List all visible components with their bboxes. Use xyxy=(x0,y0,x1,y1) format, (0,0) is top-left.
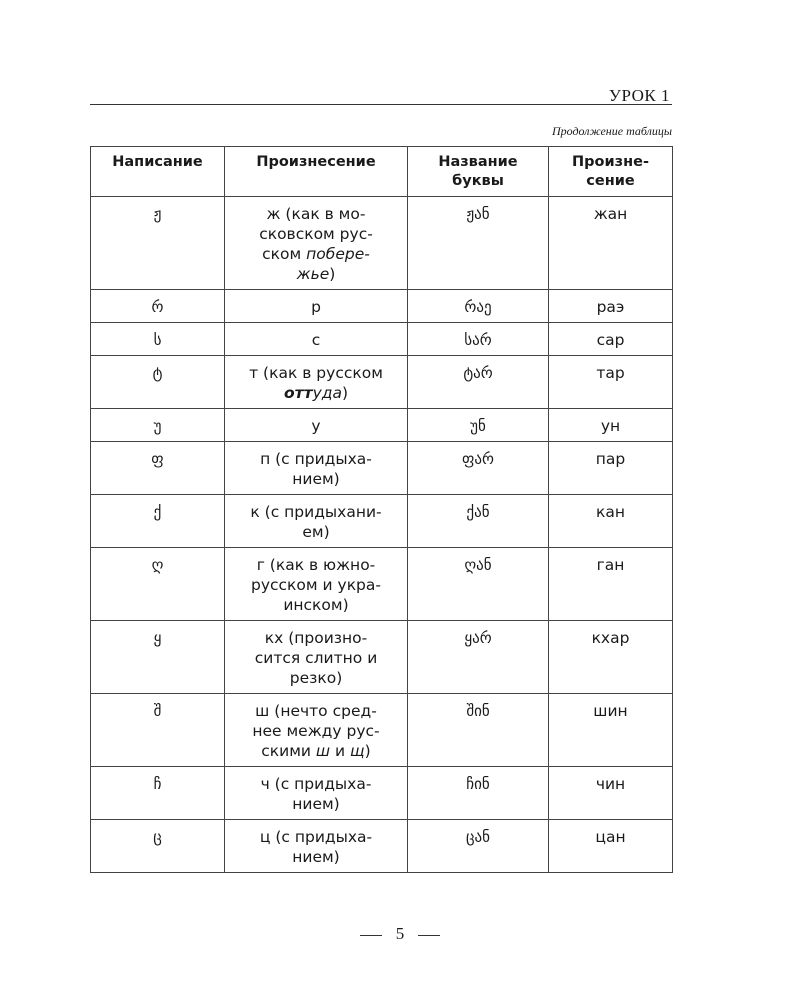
letter-cell: ქ xyxy=(91,495,225,548)
table-row xyxy=(91,548,673,621)
pronunciation-cell: ж (как в мо- сковском рус- ском побере- жье) xyxy=(225,197,408,290)
letter-name-cell: უნ xyxy=(408,409,549,442)
table-row xyxy=(91,290,673,323)
pronunciation-cell: р xyxy=(225,290,408,323)
pronunciation-cell: т (как в русском оттуда) xyxy=(225,356,408,409)
letter-cell: ტ xyxy=(91,356,225,409)
letter-name-cell: სარ xyxy=(408,323,549,356)
letter-name-cell: ფარ xyxy=(408,442,549,495)
table-row xyxy=(91,621,673,694)
pronunciation-cell: ц (с придыха- нием) xyxy=(225,820,408,873)
letter-cell: ჟ xyxy=(91,197,225,290)
letter-cell: შ xyxy=(91,694,225,767)
pronunciation-cell: г (как в южно- русском и укра- инском) xyxy=(225,548,408,621)
name-pronunciation-cell: пар xyxy=(549,442,673,495)
header-rule xyxy=(90,104,672,105)
page-footer xyxy=(0,924,800,944)
letter-cell: რ xyxy=(91,290,225,323)
name-pronunciation-cell: кан xyxy=(549,495,673,548)
table-row xyxy=(91,323,673,356)
name-pronunciation-cell: жан xyxy=(549,197,673,290)
table-row xyxy=(91,197,673,290)
col-header-letter-name: Название буквы xyxy=(408,147,549,197)
letter-cell: ც xyxy=(91,820,225,873)
col-header-pronunciation: Произнесение xyxy=(225,147,408,197)
col-header-name-pronunciation: Произне- сение xyxy=(549,147,673,197)
letter-name-cell: ქან xyxy=(408,495,549,548)
name-pronunciation-cell: раэ xyxy=(549,290,673,323)
pronunciation-cell: с xyxy=(225,323,408,356)
footer-dash-right xyxy=(418,935,440,936)
letter-cell: ღ xyxy=(91,548,225,621)
letter-name-cell: ჟან xyxy=(408,197,549,290)
letter-name-cell: ჩინ xyxy=(408,767,549,820)
letter-cell: ს xyxy=(91,323,225,356)
pronunciation-cell: п (с придыха- нием) xyxy=(225,442,408,495)
table-row xyxy=(91,767,673,820)
georgian-alphabet-table xyxy=(90,146,673,873)
pronunciation-cell: к (с придыхани- ем) xyxy=(225,495,408,548)
table-row xyxy=(91,356,673,409)
letter-name-cell: ცან xyxy=(408,820,549,873)
letter-name-cell: რაე xyxy=(408,290,549,323)
pronunciation-cell: ш (нечто сред- нее между рус- скими ш и щ) xyxy=(225,694,408,767)
letter-name-cell: ტარ xyxy=(408,356,549,409)
table-row xyxy=(91,820,673,873)
table-continuation-note: Продолжение таблицы xyxy=(551,124,672,138)
name-pronunciation-cell: ган xyxy=(549,548,673,621)
pronunciation-cell: ч (с придыха- нием) xyxy=(225,767,408,820)
table-row xyxy=(91,442,673,495)
letter-name-cell: ყარ xyxy=(408,621,549,694)
name-pronunciation-cell: ун xyxy=(549,409,673,442)
name-pronunciation-cell: чин xyxy=(549,767,673,820)
page-number: 5 xyxy=(395,924,405,943)
table-row xyxy=(91,694,673,767)
letter-cell: ყ xyxy=(91,621,225,694)
letter-cell: ჩ xyxy=(91,767,225,820)
table-header-row xyxy=(91,147,673,197)
name-pronunciation-cell: шин xyxy=(549,694,673,767)
table-row xyxy=(91,495,673,548)
pronunciation-cell: у xyxy=(225,409,408,442)
col-header-spelling: Написание xyxy=(91,147,225,197)
letter-name-cell: შინ xyxy=(408,694,549,767)
letter-cell: უ xyxy=(91,409,225,442)
name-pronunciation-cell: цан xyxy=(549,820,673,873)
letter-name-cell: ღან xyxy=(408,548,549,621)
name-pronunciation-cell: тар xyxy=(549,356,673,409)
pronunciation-cell: кх (произно- сится слитно и резко) xyxy=(225,621,408,694)
name-pronunciation-cell: сар xyxy=(549,323,673,356)
name-pronunciation-cell: кхар xyxy=(549,621,673,694)
footer-dash-left xyxy=(360,935,382,936)
letter-cell: ფ xyxy=(91,442,225,495)
running-header-title: УРОК 1 xyxy=(608,86,670,105)
table-row xyxy=(91,409,673,442)
